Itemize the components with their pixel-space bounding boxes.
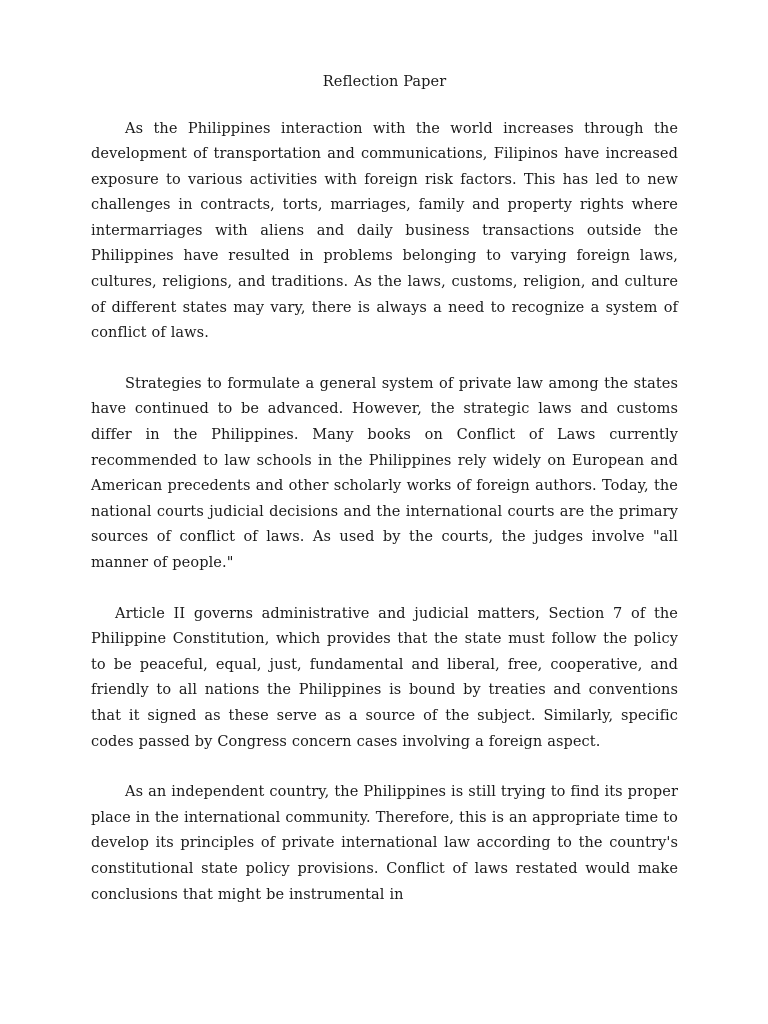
- page-title: Reflection Paper: [322, 74, 447, 90]
- paragraph-2: Strategies to formulate a general system of private law among the states have continued to be advanced. However, the strategic laws and customs differ in the Philippines. Many books on Conflict of Laws currently recommended to law schools in the Philippines rely widely on European and American precedents and other scholarly works of foreign authors. Today, the national courts judicial decisions and the international courts are the primary sources of conflict of laws. As used by the courts, the judges involve "all manner of people.": [91, 375, 678, 571]
- paragraph-4: As an independent country, the Philippines is still trying to find its proper place in the international community. Therefore, this is an appropriate time to develop its principles of private international law according to the country's constitutional state policy provisions. Conflict of laws restated would make conclusions that might be instrumental in: [91, 784, 678, 903]
- paragraph-1: As the Philippines interaction with the world increases through the development of transportation and communications, Filipinos have increased exposure to various activities with foreign risk factors. This has led to new challenges in contracts, torts, marriages, family and property rights where intermarriages with aliens and daily business transactions outside the Philippines have resulted in problems belonging to varying foreign laws, cultures, religions, and traditions. As the laws, customs, religion, and culture of different states may vary, there is always a need to recognize a system of conflict of laws.: [91, 120, 678, 342]
- paragraph-3: Article II governs administrative and judicial matters, Section 7 of the Philippine Constitution, which provides that the state must follow the policy to be peaceful, equal, just, fundamental and liberal, free, cooperative, and friendly to all nations the Philippines is bound by treaties and conventions that it signed as these serve as a source of the subject. Similarly, specific codes passed by Congress concern cases involving a foreign aspect.: [91, 605, 678, 750]
- document-body: [91, 70, 678, 933]
